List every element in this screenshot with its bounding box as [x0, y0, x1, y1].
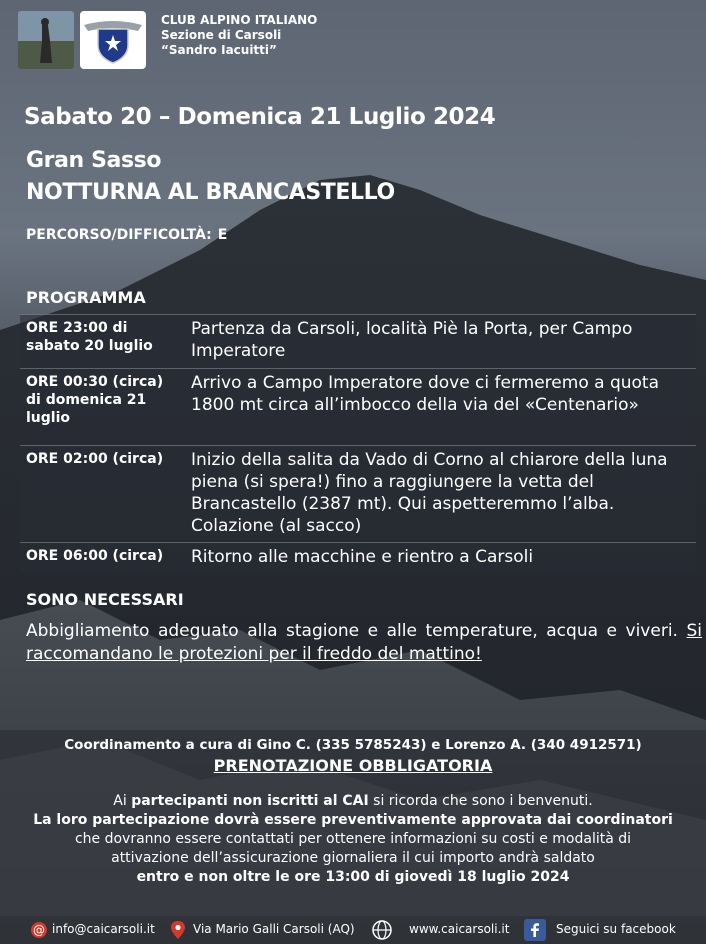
programma-desc: Inizio della salita da Vado di Corno al chiarore della luna piena (si spera!) fino a raggiungere la vetta del Brancastello (2387 mt). Qui aspetteremmo l’alba. Colazione (al sacco): [191, 450, 668, 536]
section-label: Sezione di Carsoli: [161, 28, 282, 42]
difficulty-label: PERCORSO/DIFFICOLTÀ:: [26, 227, 212, 243]
info-text: si ricorda che sono i benvenuti.: [368, 793, 593, 809]
info-line-1: [0, 792, 706, 811]
cai-logo: [80, 11, 146, 69]
section-name: “Sandro Iacuitti”: [161, 43, 277, 57]
programma-time: ORE 23:00 di sabato 20 luglio: [26, 320, 153, 354]
programma-time: ORE 02:00 (circa): [26, 451, 164, 467]
necessari-heading: SONO NECESSARI: [26, 590, 184, 609]
club-header: [161, 13, 317, 58]
club-name: CLUB ALPINO ITALIANO: [161, 13, 318, 27]
programma-time: ORE 06:00 (circa): [26, 548, 164, 564]
footer-facebook[interactable]: Seguici su facebook: [556, 922, 676, 936]
event-location: Gran Sasso: [26, 148, 162, 173]
footer-bar: [0, 916, 706, 944]
programma-desc: Arrivo a Campo Imperatore dove ci fermeremo a quota 1800 mt circa all’imbocco della via del «Centenario»: [191, 373, 659, 415]
difficulty: [26, 227, 227, 243]
necessari-warning: Si raccomandano le protezioni per il freddo del mattino!: [26, 621, 702, 664]
info-text: Ai: [113, 793, 132, 809]
info-line-5: entro e non oltre le ore 13:00 di giovedì 18 luglio 2024: [136, 869, 570, 885]
event-date: Sabato 20 – Domenica 21 Luglio 2024: [24, 104, 496, 130]
svg-text:@: @: [33, 923, 45, 937]
section-logo-photo: [18, 11, 74, 69]
difficulty-value: E: [217, 227, 228, 243]
booking-required: PRENOTAZIONE OBBLIGATORIA: [213, 756, 493, 775]
programma-heading: PROGRAMMA: [26, 288, 146, 307]
participants-info: [0, 792, 706, 887]
info-line-3: che dovranno essere contattati per ottenere informazioni su costi e modalità di: [74, 831, 632, 847]
footer-website[interactable]: www.caicarsoli.it: [409, 922, 510, 936]
facebook-icon[interactable]: [524, 919, 546, 944]
coordination-text: Coordinamento a cura di Gino C. (335 5785243) e Lorenzo A. (340 4912571): [64, 737, 642, 753]
map-pin-icon: [170, 920, 186, 943]
footer-address: Via Mario Galli Carsoli (AQ): [193, 922, 355, 936]
programma-desc: Partenza da Carsoli, località Piè la Porta, per Campo Imperatore: [191, 319, 633, 361]
necessari-text: [26, 620, 702, 666]
globe-icon: [370, 919, 394, 944]
event-title: NOTTURNA AL BRANCASTELLO: [26, 180, 395, 205]
necessari-body: Abbigliamento adeguato alla stagione e alle temperature, acqua e viveri.: [26, 621, 678, 641]
programma-time: ORE 00:30 (circa) di domenica 21 luglio: [26, 374, 164, 426]
info-highlight: partecipanti non iscritti al CAI: [131, 793, 369, 809]
footer-email[interactable]: info@caicarsoli.it: [52, 922, 155, 936]
programma-row: [20, 542, 696, 573]
info-line-4: attivazione dell’assicurazione giornaliera il cui importo andrà saldato: [111, 850, 595, 866]
programma-row: [20, 314, 696, 367]
programma-row: [20, 368, 696, 444]
info-line-2: La loro partecipazione dovrà essere preventivamente approvata dai coordinatori: [33, 812, 673, 828]
at-icon: [30, 921, 48, 942]
programma-desc: Ritorno alle macchine e rientro a Carsoli: [191, 547, 534, 567]
programma-row: [20, 445, 696, 541]
